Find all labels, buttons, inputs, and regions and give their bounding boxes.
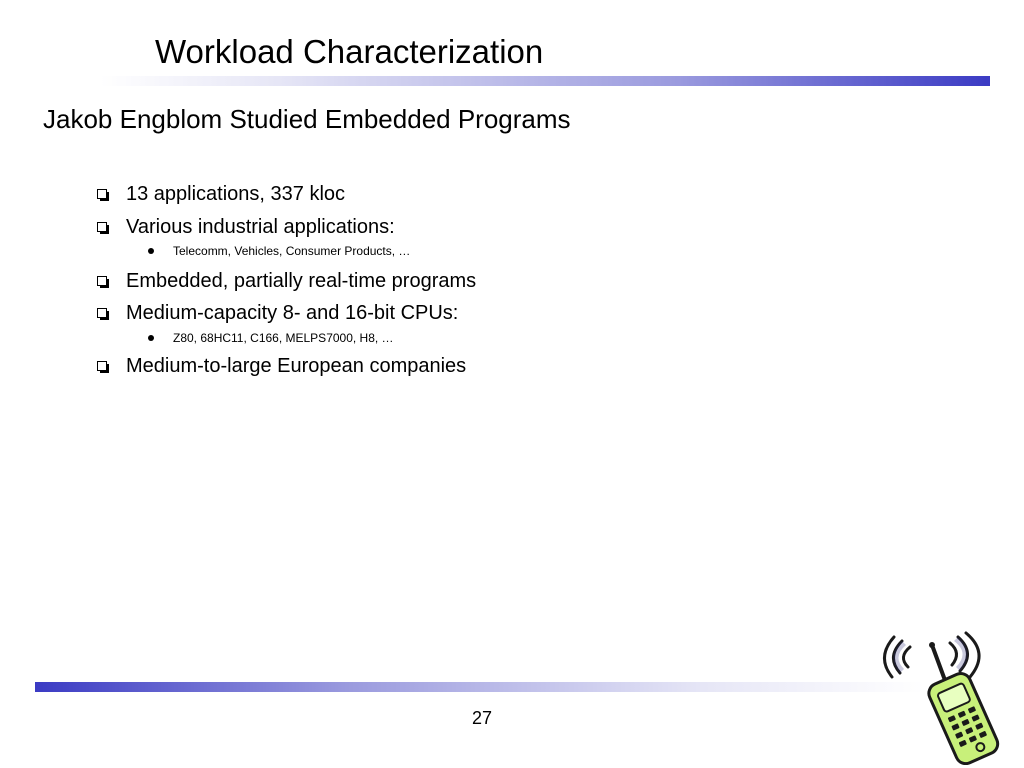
bullet-text: Medium-to-large European companies (126, 355, 467, 377)
slide-title: Workload Characterization (155, 33, 544, 70)
page-number: 27 (471, 708, 493, 728)
bullet-item (97, 300, 458, 326)
hollow-square-icon (97, 308, 107, 318)
footer-bar (35, 682, 925, 692)
bullet-text: Medium-capacity 8- and 16-bit CPUs: (126, 302, 459, 324)
filled-dot-icon (148, 248, 154, 254)
hollow-square-icon (97, 189, 107, 199)
hollow-square-icon (97, 276, 107, 286)
hollow-square-icon (97, 361, 107, 371)
sub-bullet-text: Z80, 68HC11, C166, MELPS7000, H8, … (173, 331, 394, 345)
bullet-text: Embedded, partially real-time programs (126, 270, 477, 292)
cell-phone-clipart-icon (880, 625, 1010, 765)
bullet-item (97, 268, 476, 294)
bullet-item (97, 181, 345, 207)
sub-bullet-item (148, 243, 410, 259)
filled-dot-icon (148, 335, 154, 341)
hollow-square-icon (97, 222, 107, 232)
bullet-item (97, 214, 395, 240)
slide-subtitle: Jakob Engblom Studied Embedded Programs (43, 104, 571, 134)
bullet-text: 13 applications, 337 kloc (126, 183, 346, 205)
sub-bullet-text: Telecomm, Vehicles, Consumer Products, … (173, 244, 411, 258)
bullet-text: Various industrial applications: (126, 216, 395, 238)
bullet-item (97, 353, 466, 379)
sub-bullet-item (148, 330, 394, 346)
